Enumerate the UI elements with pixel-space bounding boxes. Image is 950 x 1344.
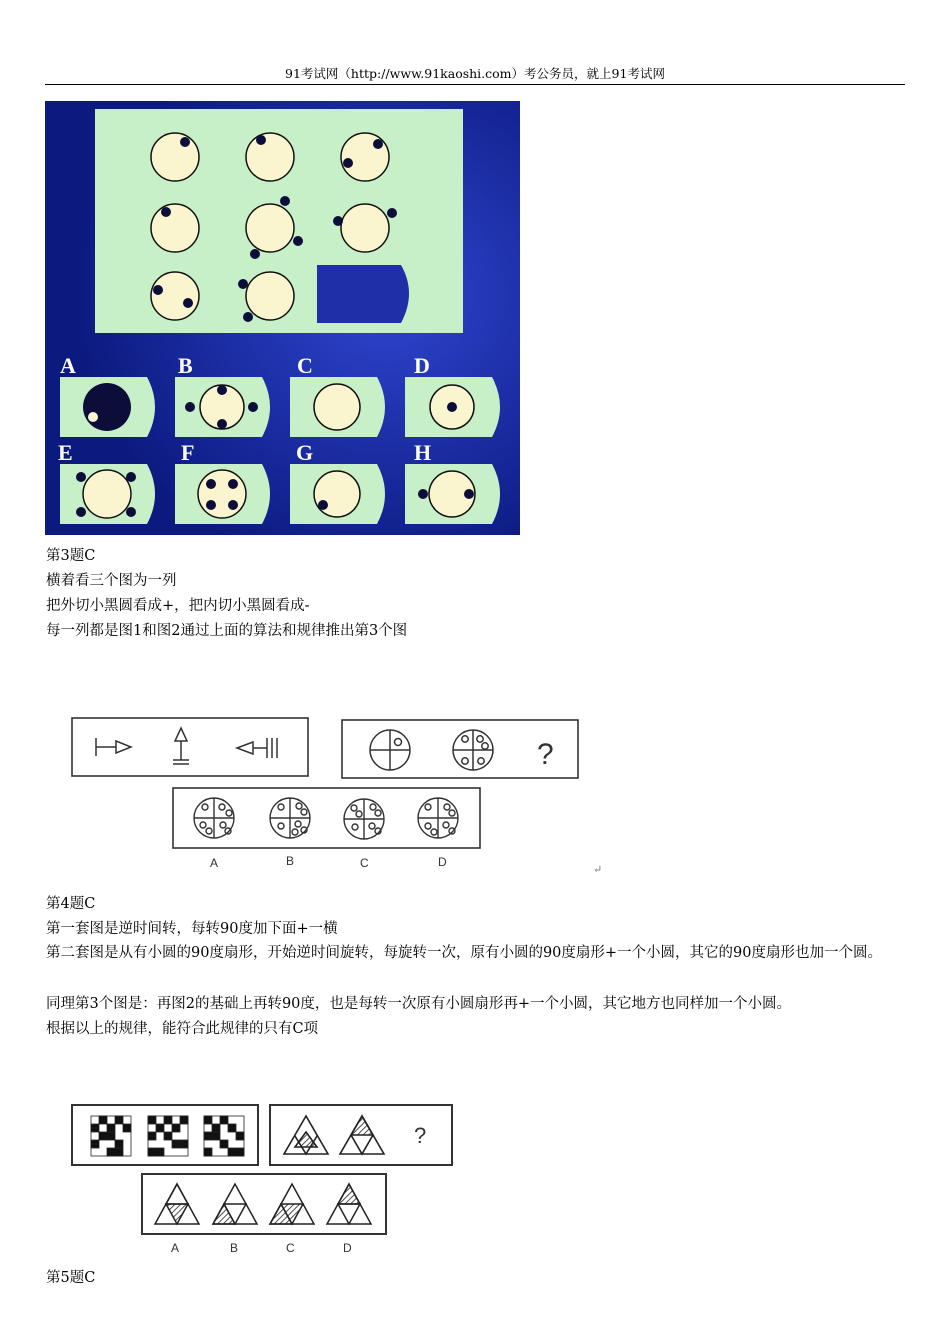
q5-option-a-figure [155,1184,199,1224]
q5-grid-pattern-1 [91,1116,131,1156]
q3-explanation-line: 把外切小黑圆看成+，把内切小黑圆看成- [46,598,310,614]
arrow-left-symbol [237,738,277,758]
q5-grid-pattern-3 [204,1116,244,1156]
arrow-right-symbol [96,738,131,756]
q4-puzzle-figure [60,710,620,880]
q5-grid-pattern-2 [148,1116,188,1156]
q3-grid-cell-3 [341,133,389,181]
q5-option-label: D [343,1241,352,1255]
header-rule [45,84,905,85]
q4-option-label: B [286,854,295,868]
q3-grid-cell-7 [151,272,199,320]
q3-grid-cell-1 [151,133,199,181]
q5-answer-title: 第5题C [46,1270,96,1286]
q4-option-label: D [438,855,447,869]
q5-triangle-2 [340,1116,384,1154]
q3-option-label: G [296,440,314,465]
q5-option-d-figure [327,1184,371,1224]
q3-option-a [60,377,155,437]
q4-answer-title: 第4题C [46,896,96,912]
q3-option-label: C [297,353,313,378]
page-header: 91考试网（http://www.91kaoshi.com）考公务员，就上91考试网 [285,66,665,81]
q3-option-label: D [414,353,430,378]
q3-grid-cell-2 [246,133,294,181]
q3-option-c [290,377,385,437]
q3-option-d [405,377,500,437]
q5-triangle-1 [284,1116,328,1154]
arrow-up-symbol [173,728,189,764]
q3-option-label: F [181,440,195,465]
q5-option-label: C [286,1241,295,1255]
q3-option-label: E [58,440,73,465]
q4-option-c-figure [344,799,384,839]
q3-option-g [290,464,385,524]
q4-option-b-figure [270,798,310,838]
q3-option-b [175,377,270,437]
q4-option-label: A [210,856,219,870]
q3-option-h [405,464,500,524]
q4-explanation-line: 第一套图是逆时间转，每转90度加下面+一横 [46,921,338,937]
q3-puzzle-figure [45,101,520,535]
q4-circle-1 [370,730,410,770]
q4-question-mark: ? [537,738,554,771]
q3-option-label: A [60,353,76,378]
q5-option-c-figure [270,1184,314,1224]
q5-puzzle-figure [62,1096,462,1258]
q3-option-label: H [414,440,432,465]
q3-option-f [175,464,270,524]
q5-option-label: A [171,1241,180,1255]
q3-answer-title: 第3题C [46,548,96,564]
q4-explanation-line: 根据以上的规律，能符合此规律的只有C项 [46,1021,319,1037]
q5-option-label: B [230,1241,239,1255]
q3-option-e [60,464,155,524]
q4-option-d-figure [418,798,458,838]
q5-option-b-figure [213,1184,257,1224]
q3-blank-cell [317,265,409,323]
return-arrow-icon: ↵ [593,863,603,876]
q3-option-label: B [178,353,193,378]
q4-option-label: C [360,856,369,870]
q3-grid-cell-4 [151,204,199,252]
q5-question-mark: ? [414,1123,427,1148]
q4-explanation-line: 同理第3个图是：再图2的基础上再转90度，也是每转一次原有小圆扇形再+一个小圆，其它地方也同样加一个小圆。 [46,996,792,1012]
q4-option-a-figure [194,798,234,838]
q4-circle-2 [453,730,493,770]
q3-explanation-line: 横着看三个图为一列 [46,573,177,589]
q3-explanation-line: 每一列都是图1和图2通过上面的算法和规律推出第3个图 [46,623,408,639]
q4-explanation-line: 第二套图是从有小圆的90度扇形，开始逆时间旋转，每旋转一次，原有小圆的90度扇形+一个小圆，其它的90度扇形也加一个圆。 [46,945,882,961]
